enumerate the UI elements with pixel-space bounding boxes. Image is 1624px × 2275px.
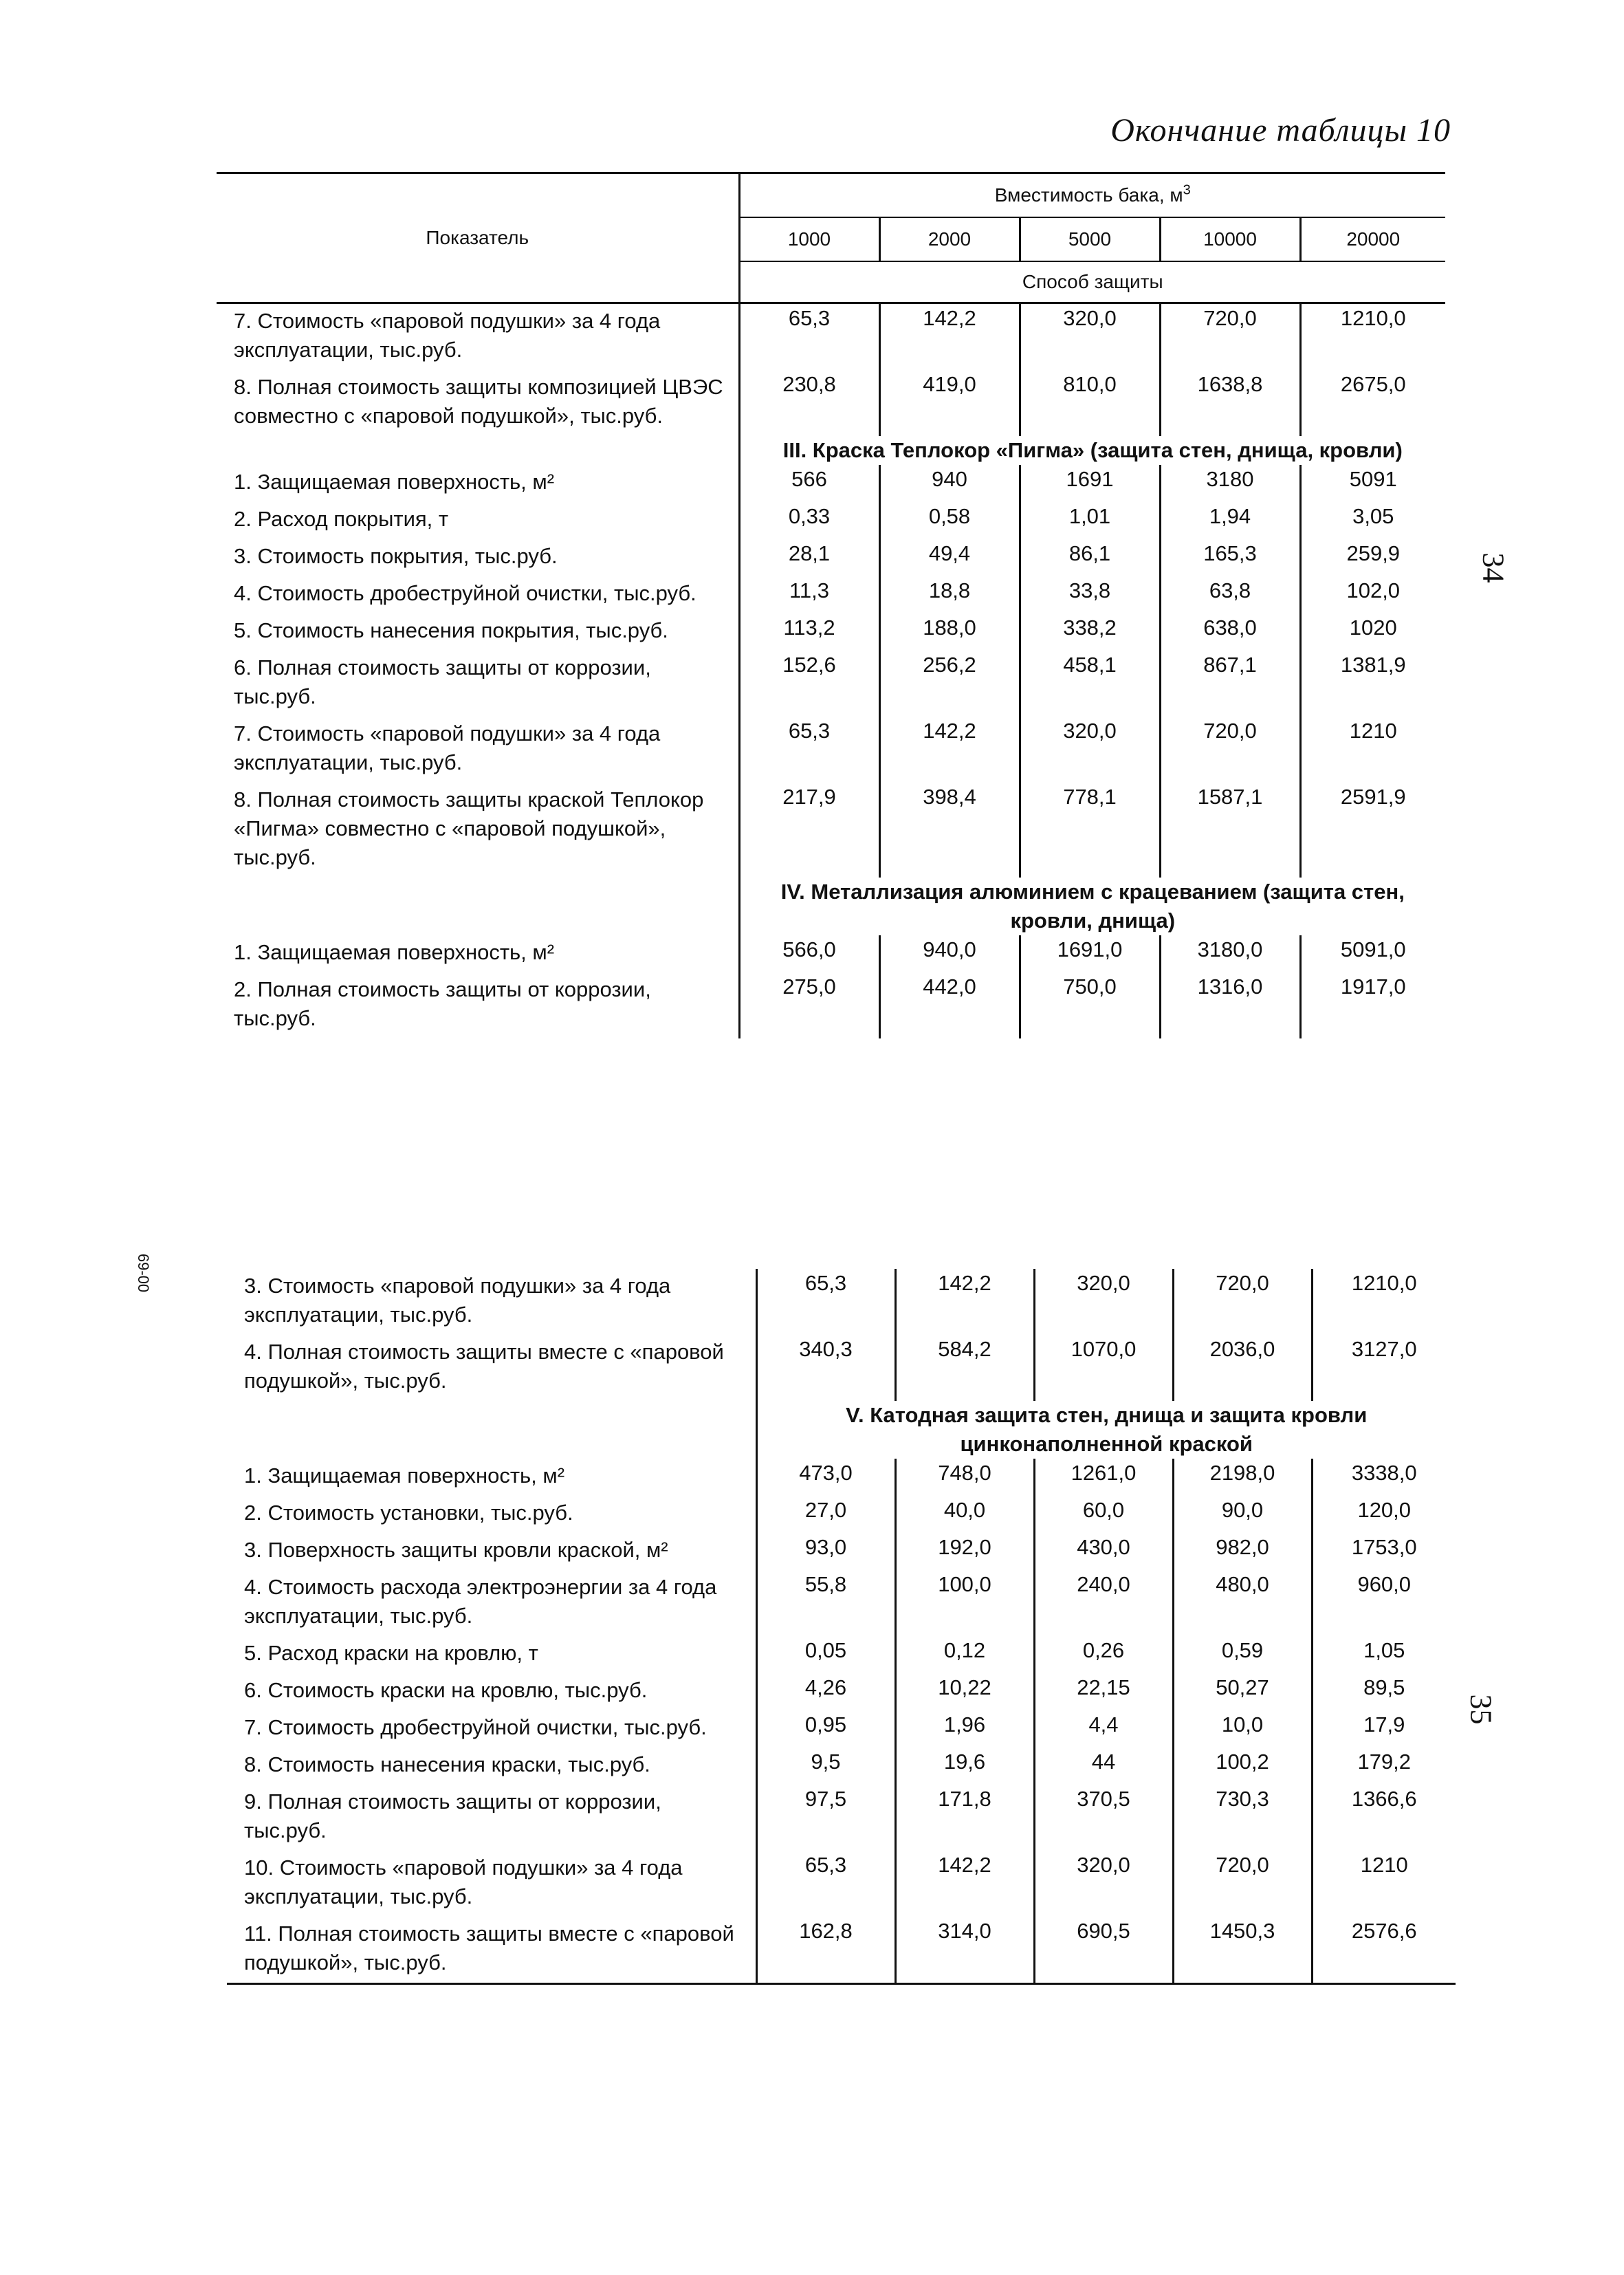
value-cell: 320,0 (1034, 1269, 1173, 1335)
row-label: 8. Полная стоимость защиты композицией ЦВЭС совместно с «паровой подушкой», тыс.руб. (234, 375, 723, 428)
value-cell: 259,9 (1300, 539, 1445, 576)
value-cell: 171,8 (895, 1785, 1034, 1851)
value-cell: 18,8 (879, 576, 1020, 613)
value-cell: 473,0 (756, 1459, 895, 1496)
value-cell: 2591,9 (1300, 783, 1445, 878)
table-row (217, 935, 1445, 972)
value-cell: 810,0 (1020, 370, 1160, 436)
section-header-row (217, 436, 1445, 465)
table-row (227, 1785, 1456, 1851)
row-label: 4. Стоимость дробеструйной очистки, тыс.руб. (234, 581, 696, 605)
value-cell: 750,0 (1020, 972, 1160, 1038)
table-row (217, 576, 1445, 613)
value-cell: 3127,0 (1312, 1335, 1456, 1401)
row-label: 6. Полная стоимость защиты от коррозии, тыс.руб. (234, 655, 651, 708)
value-cell: 49,4 (879, 539, 1020, 576)
table-row (217, 303, 1445, 371)
row-label: 3. Стоимость покрытия, тыс.руб. (234, 544, 558, 568)
value-cell: 720,0 (1173, 1269, 1312, 1335)
table-row (217, 370, 1445, 436)
value-cell: 566 (739, 465, 879, 502)
table-row (227, 1335, 1456, 1401)
row-label: 7. Стоимость дробеструйной очистки, тыс.руб. (244, 1715, 707, 1739)
section-title: IV. Металлизация алюминием с крацеванием (защита стен, кровли, днища) (739, 878, 1445, 935)
cost-table-lower (227, 1269, 1456, 1985)
value-cell: 65,3 (739, 717, 879, 783)
side-code: 69-00 (135, 1253, 153, 1293)
value-cell: 3,05 (1300, 502, 1445, 539)
value-cell: 0,95 (756, 1710, 895, 1748)
value-cell: 240,0 (1034, 1570, 1173, 1636)
value-cell: 1753,0 (1312, 1533, 1456, 1570)
value-cell: 19,6 (895, 1748, 1034, 1785)
table-caption: Окончание таблицы 10 (1110, 112, 1451, 149)
value-cell: 27,0 (756, 1496, 895, 1533)
value-cell: 2036,0 (1173, 1335, 1312, 1401)
row-label: 1. Защищаемая поверхность, м² (234, 470, 555, 494)
row-label: 11. Полная стоимость защиты вместе с «паровой подушкой», тыс.руб. (227, 1917, 756, 1984)
value-cell: 120,0 (1312, 1496, 1456, 1533)
value-cell: 256,2 (879, 651, 1020, 717)
value-cell: 566,0 (739, 935, 879, 972)
section-header-row (227, 1401, 1456, 1459)
value-cell: 55,8 (756, 1570, 895, 1636)
table-row (227, 1710, 1456, 1748)
value-cell: 4,26 (756, 1673, 895, 1710)
value-cell: 152,6 (739, 651, 879, 717)
table-row (227, 1917, 1456, 1984)
header-volume: 20000 (1300, 217, 1445, 261)
row-label: 5. Расход краски на кровлю, т (244, 1641, 538, 1665)
value-cell: 960,0 (1312, 1570, 1456, 1636)
value-cell: 720,0 (1173, 1851, 1312, 1917)
value-cell: 230,8 (739, 370, 879, 436)
value-cell: 142,2 (879, 717, 1020, 783)
header-row-capacity (217, 173, 1445, 218)
value-cell: 0,58 (879, 502, 1020, 539)
row-label: 4. Стоимость расхода электроэнергии за 4 года эксплуатации, тыс.руб. (244, 1575, 717, 1628)
value-cell: 142,2 (895, 1851, 1034, 1917)
value-cell: 720,0 (1160, 717, 1300, 783)
row-label: 8. Полная стоимость защиты краской Теплокор «Пигма» совместно с «паровой подушкой», тыс.руб. (234, 787, 704, 869)
value-cell: 179,2 (1312, 1748, 1456, 1785)
value-cell: 320,0 (1034, 1851, 1173, 1917)
value-cell: 1917,0 (1300, 972, 1445, 1038)
table-row (227, 1570, 1456, 1636)
value-cell: 5091,0 (1300, 935, 1445, 972)
row-label: 7. Стоимость «паровой подушки» за 4 года эксплуатации, тыс.руб. (234, 309, 661, 362)
table-row (217, 539, 1445, 576)
row-label: 8. Стоимость нанесения краски, тыс.руб. (244, 1752, 650, 1776)
row-label: 6. Стоимость краски на кровлю, тыс.руб. (244, 1678, 648, 1702)
section-title: III. Краска Теплокор «Пигма» (защита стен, днища, кровли) (739, 436, 1445, 465)
value-cell: 97,5 (756, 1785, 895, 1851)
value-cell: 93,0 (756, 1533, 895, 1570)
value-cell: 3180 (1160, 465, 1300, 502)
row-label: 1. Защищаемая поверхность, м² (244, 1463, 565, 1488)
row-label: 5. Стоимость нанесения покрытия, тыс.руб. (234, 618, 668, 642)
value-cell: 480,0 (1173, 1570, 1312, 1636)
value-cell: 730,3 (1173, 1785, 1312, 1851)
value-cell: 2198,0 (1173, 1459, 1312, 1496)
cost-table-upper (217, 172, 1445, 1038)
value-cell: 0,05 (756, 1636, 895, 1673)
table-row (227, 1636, 1456, 1673)
value-cell: 320,0 (1020, 303, 1160, 371)
header-volume: 10000 (1160, 217, 1300, 261)
value-cell: 3338,0 (1312, 1459, 1456, 1496)
table-row (217, 783, 1445, 878)
value-cell: 10,0 (1173, 1710, 1312, 1748)
table-row (227, 1533, 1456, 1570)
value-cell: 398,4 (879, 783, 1020, 878)
row-label: 9. Полная стоимость защиты от коррозии, тыс.руб. (244, 1789, 661, 1842)
value-cell: 3180,0 (1160, 935, 1300, 972)
value-cell: 1210 (1300, 717, 1445, 783)
value-cell: 5091 (1300, 465, 1445, 502)
value-cell: 0,12 (895, 1636, 1034, 1673)
table-row (227, 1496, 1456, 1533)
row-label: 3. Поверхность защиты кровли краской, м² (244, 1538, 668, 1562)
value-cell: 1,01 (1020, 502, 1160, 539)
value-cell: 867,1 (1160, 651, 1300, 717)
table-row (227, 1673, 1456, 1710)
value-cell: 1261,0 (1034, 1459, 1173, 1496)
table-row (217, 717, 1445, 783)
section-label-spacer (227, 1401, 756, 1459)
row-label: 3. Стоимость «паровой подушки» за 4 года эксплуатации, тыс.руб. (244, 1274, 671, 1327)
value-cell: 982,0 (1173, 1533, 1312, 1570)
header-capacity-unit-power: 3 (1183, 182, 1191, 198)
value-cell: 1020 (1300, 613, 1445, 651)
value-cell: 100,0 (895, 1570, 1034, 1636)
section-header-row (217, 878, 1445, 935)
header-volume: 1000 (739, 217, 879, 261)
table-row (217, 502, 1445, 539)
row-label: 2. Стоимость установки, тыс.руб. (244, 1501, 573, 1525)
value-cell: 100,2 (1173, 1748, 1312, 1785)
header-volume: 2000 (879, 217, 1020, 261)
value-cell: 65,3 (739, 303, 879, 371)
value-cell: 142,2 (895, 1269, 1034, 1335)
value-cell: 188,0 (879, 613, 1020, 651)
value-cell: 1070,0 (1034, 1335, 1173, 1401)
value-cell: 90,0 (1173, 1496, 1312, 1533)
value-cell: 1,94 (1160, 502, 1300, 539)
value-cell: 65,3 (756, 1269, 895, 1335)
value-cell: 275,0 (739, 972, 879, 1038)
value-cell: 1381,9 (1300, 651, 1445, 717)
header-volume: 5000 (1020, 217, 1160, 261)
section-title: V. Катодная защита стен, днища и защита кровли цинконаполненной краской (756, 1401, 1456, 1459)
value-cell: 748,0 (895, 1459, 1034, 1496)
value-cell: 1210,0 (1312, 1269, 1456, 1335)
value-cell: 690,5 (1034, 1917, 1173, 1984)
header-method: Способ защиты (739, 261, 1445, 303)
value-cell: 0,59 (1173, 1636, 1312, 1673)
table-row (217, 972, 1445, 1038)
table-row (217, 465, 1445, 502)
value-cell: 44 (1034, 1748, 1173, 1785)
value-cell: 102,0 (1300, 576, 1445, 613)
value-cell: 63,8 (1160, 576, 1300, 613)
row-label: 2. Полная стоимость защиты от коррозии, тыс.руб. (234, 977, 651, 1030)
value-cell: 720,0 (1160, 303, 1300, 371)
page-number-lower: 35 (1464, 1694, 1498, 1725)
value-cell: 28,1 (739, 539, 879, 576)
table-row (227, 1459, 1456, 1496)
value-cell: 165,3 (1160, 539, 1300, 576)
value-cell: 458,1 (1020, 651, 1160, 717)
value-cell: 0,26 (1034, 1636, 1173, 1673)
value-cell: 1638,8 (1160, 370, 1300, 436)
value-cell: 0,33 (739, 502, 879, 539)
value-cell: 370,5 (1034, 1785, 1173, 1851)
value-cell: 33,8 (1020, 576, 1160, 613)
value-cell: 11,3 (739, 576, 879, 613)
value-cell: 1210 (1312, 1851, 1456, 1917)
value-cell: 162,8 (756, 1917, 895, 1984)
row-label: 7. Стоимость «паровой подушки» за 4 года эксплуатации, тыс.руб. (234, 721, 661, 774)
section-label-spacer (217, 878, 739, 935)
value-cell: 1366,6 (1312, 1785, 1456, 1851)
value-cell: 584,2 (895, 1335, 1034, 1401)
row-label: 1. Защищаемая поверхность, м² (234, 940, 555, 964)
value-cell: 1587,1 (1160, 783, 1300, 878)
table-row (217, 651, 1445, 717)
value-cell: 9,5 (756, 1748, 895, 1785)
value-cell: 4,4 (1034, 1710, 1173, 1748)
value-cell: 22,15 (1034, 1673, 1173, 1710)
value-cell: 113,2 (739, 613, 879, 651)
value-cell: 2576,6 (1312, 1917, 1456, 1984)
value-cell: 338,2 (1020, 613, 1160, 651)
value-cell: 940,0 (879, 935, 1020, 972)
header-capacity (739, 173, 1445, 218)
value-cell: 2675,0 (1300, 370, 1445, 436)
value-cell: 1691,0 (1020, 935, 1160, 972)
value-cell: 314,0 (895, 1917, 1034, 1984)
value-cell: 1,96 (895, 1710, 1034, 1748)
row-label: 2. Расход покрытия, т (234, 507, 449, 531)
value-cell: 430,0 (1034, 1533, 1173, 1570)
row-label: 4. Полная стоимость защиты вместе с «паровой подушкой», тыс.руб. (244, 1340, 724, 1393)
section-label-spacer (217, 436, 739, 465)
value-cell: 1450,3 (1173, 1917, 1312, 1984)
value-cell: 340,3 (756, 1335, 895, 1401)
value-cell: 142,2 (879, 303, 1020, 371)
value-cell: 1316,0 (1160, 972, 1300, 1038)
value-cell: 1,05 (1312, 1636, 1456, 1673)
value-cell: 65,3 (756, 1851, 895, 1917)
value-cell: 638,0 (1160, 613, 1300, 651)
table-row (227, 1269, 1456, 1335)
value-cell: 17,9 (1312, 1710, 1456, 1748)
value-cell: 320,0 (1020, 717, 1160, 783)
header-capacity-text: Вместимость бака, м (994, 184, 1183, 206)
value-cell: 10,22 (895, 1673, 1034, 1710)
value-cell: 1691 (1020, 465, 1160, 502)
value-cell: 940 (879, 465, 1020, 502)
value-cell: 1210,0 (1300, 303, 1445, 371)
row-label: 10. Стоимость «паровой подушки» за 4 года эксплуатации, тыс.руб. (244, 1855, 683, 1908)
header-indicator: Показатель (217, 173, 739, 303)
value-cell: 419,0 (879, 370, 1020, 436)
value-cell: 778,1 (1020, 783, 1160, 878)
value-cell: 60,0 (1034, 1496, 1173, 1533)
table-row (227, 1748, 1456, 1785)
table-row (227, 1851, 1456, 1917)
value-cell: 50,27 (1173, 1673, 1312, 1710)
value-cell: 40,0 (895, 1496, 1034, 1533)
value-cell: 217,9 (739, 783, 879, 878)
value-cell: 192,0 (895, 1533, 1034, 1570)
value-cell: 442,0 (879, 972, 1020, 1038)
value-cell: 89,5 (1312, 1673, 1456, 1710)
value-cell: 86,1 (1020, 539, 1160, 576)
table-row (217, 613, 1445, 651)
page-number-upper: 34 (1476, 552, 1511, 583)
